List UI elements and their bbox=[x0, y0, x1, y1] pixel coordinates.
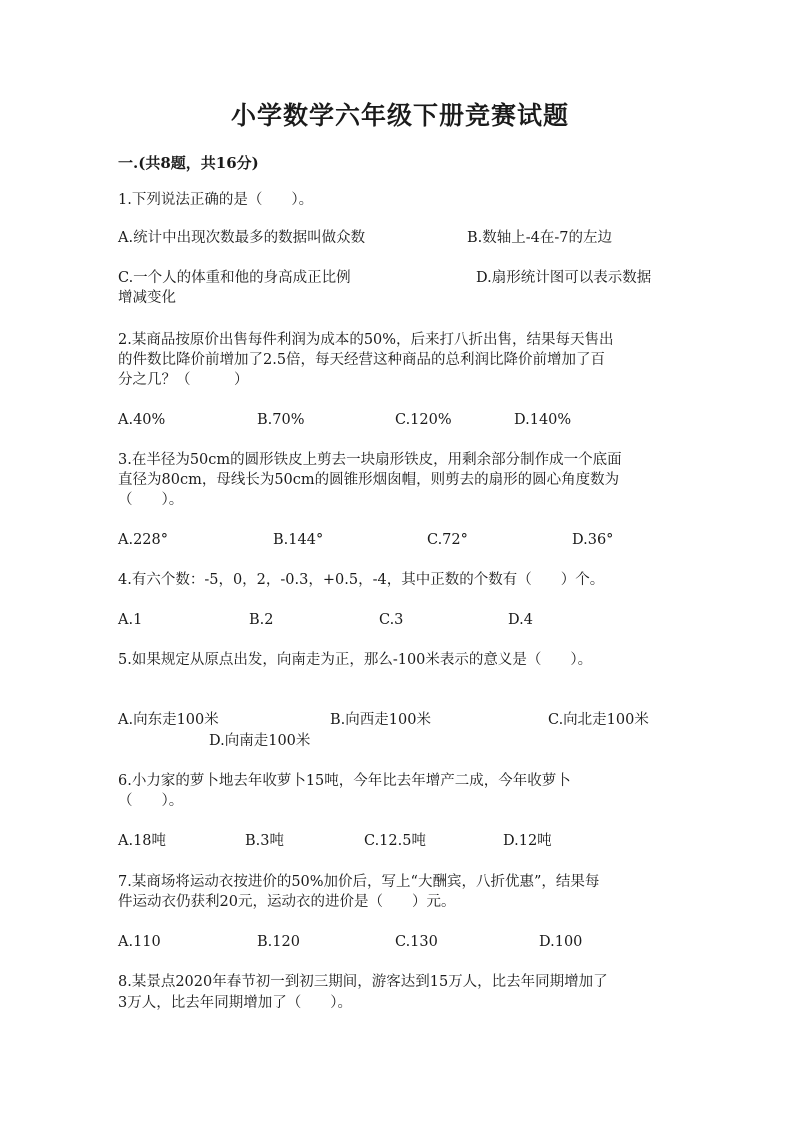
question-5-option-d: D.向南走100米 bbox=[209, 733, 311, 749]
section-heading: 一.(共8题，共16分) bbox=[118, 154, 259, 172]
question-3-option-c: C.72° bbox=[427, 532, 468, 548]
question-4-option-b: B.2 bbox=[249, 612, 274, 628]
question-3-stem-line-1: 3.在半径为50cm的圆形铁皮上剪去一块扇形铁皮，用剩余部分制作成一个底面 bbox=[118, 452, 622, 468]
question-7-option-a: A.110 bbox=[118, 934, 161, 950]
question-7-option-d: D.100 bbox=[539, 934, 583, 950]
question-2-option-b: B.70% bbox=[257, 412, 305, 428]
question-5-option-c: C.向北走100米 bbox=[548, 712, 649, 728]
question-5-stem: 5.如果规定从原点出发，向南走为正，那么-100米表示的意义是（ ）。 bbox=[118, 652, 593, 668]
question-5-option-b: B.向西走100米 bbox=[330, 712, 431, 728]
question-1-option-d-continued: 增减变化 bbox=[118, 290, 176, 306]
question-6-option-a: A.18吨 bbox=[118, 833, 167, 849]
question-6-option-d: D.12吨 bbox=[503, 833, 552, 849]
question-3-option-a: A.228° bbox=[118, 532, 169, 548]
question-5-option-a: A.向东走100米 bbox=[118, 712, 219, 728]
question-4-option-a: A.1 bbox=[118, 612, 143, 628]
question-6-stem-line-1: 6.小力家的萝卜地去年收萝卜15吨，今年比去年增产二成，今年收萝卜 bbox=[118, 773, 571, 789]
question-1-option-d: D.扇形统计图可以表示数据 bbox=[476, 270, 652, 286]
question-1-option-a: A.统计中出现次数最多的数据叫做众数 bbox=[118, 230, 366, 246]
question-2-stem-line-1: 2.某商品按原价出售每件利润为成本的50%，后来打八折出售，结果每天售出 bbox=[118, 332, 614, 348]
question-1-option-c: C.一个人的体重和他的身高成正比例 bbox=[118, 270, 351, 286]
question-8-stem-line-1: 8.某景点2020年春节初一到初三期间，游客达到15万人，比去年同期增加了 bbox=[118, 974, 608, 990]
question-1-option-b: B.数轴上-4在-7的左边 bbox=[467, 230, 613, 246]
question-2-stem-line-2: 的件数比降价前增加了2.5倍，每天经营这种商品的总利润比降价前增加了百 bbox=[118, 352, 606, 368]
question-6-option-b: B.3吨 bbox=[245, 833, 284, 849]
question-6-option-c: C.12.5吨 bbox=[364, 833, 426, 849]
question-2-option-c: C.120% bbox=[395, 412, 452, 428]
question-2-option-d: D.140% bbox=[514, 412, 572, 428]
question-7-stem-line-2: 件运动衣仍获利20元，运动衣的进价是（ ）元。 bbox=[118, 894, 456, 910]
question-7-stem-line-1: 7.某商场将运动衣按进价的50%加价后，写上“大酬宾，八折优惠”，结果每 bbox=[118, 874, 600, 890]
question-1-stem: 1.下列说法正确的是（ ）。 bbox=[118, 192, 314, 208]
question-4-option-c: C.3 bbox=[379, 612, 404, 628]
question-3-option-b: B.144° bbox=[273, 532, 324, 548]
question-8-stem-line-2: 3万人，比去年同期增加了（ ）。 bbox=[118, 995, 352, 1011]
question-4-option-d: D.4 bbox=[508, 612, 533, 628]
question-3-stem-line-3: （ ）。 bbox=[118, 492, 184, 508]
question-4-stem: 4.有六个数：-5，0，2，-0.3，+0.5，-4，其中正数的个数有（ ）个。 bbox=[118, 572, 605, 588]
question-7-option-b: B.120 bbox=[257, 934, 300, 950]
question-2-option-a: A.40% bbox=[118, 412, 166, 428]
question-3-stem-line-2: 直径为80cm，母线长为50cm的圆锥形烟囱帽，则剪去的扇形的圆心角度数为 bbox=[118, 472, 620, 488]
question-6-stem-line-2: （ ）。 bbox=[118, 793, 184, 809]
page-title: 小学数学六年级下册竞赛试题 bbox=[230, 101, 569, 130]
question-3-option-d: D.36° bbox=[572, 532, 614, 548]
question-2-stem-line-3: 分之几？（ ） bbox=[118, 372, 249, 388]
question-7-option-c: C.130 bbox=[395, 934, 438, 950]
